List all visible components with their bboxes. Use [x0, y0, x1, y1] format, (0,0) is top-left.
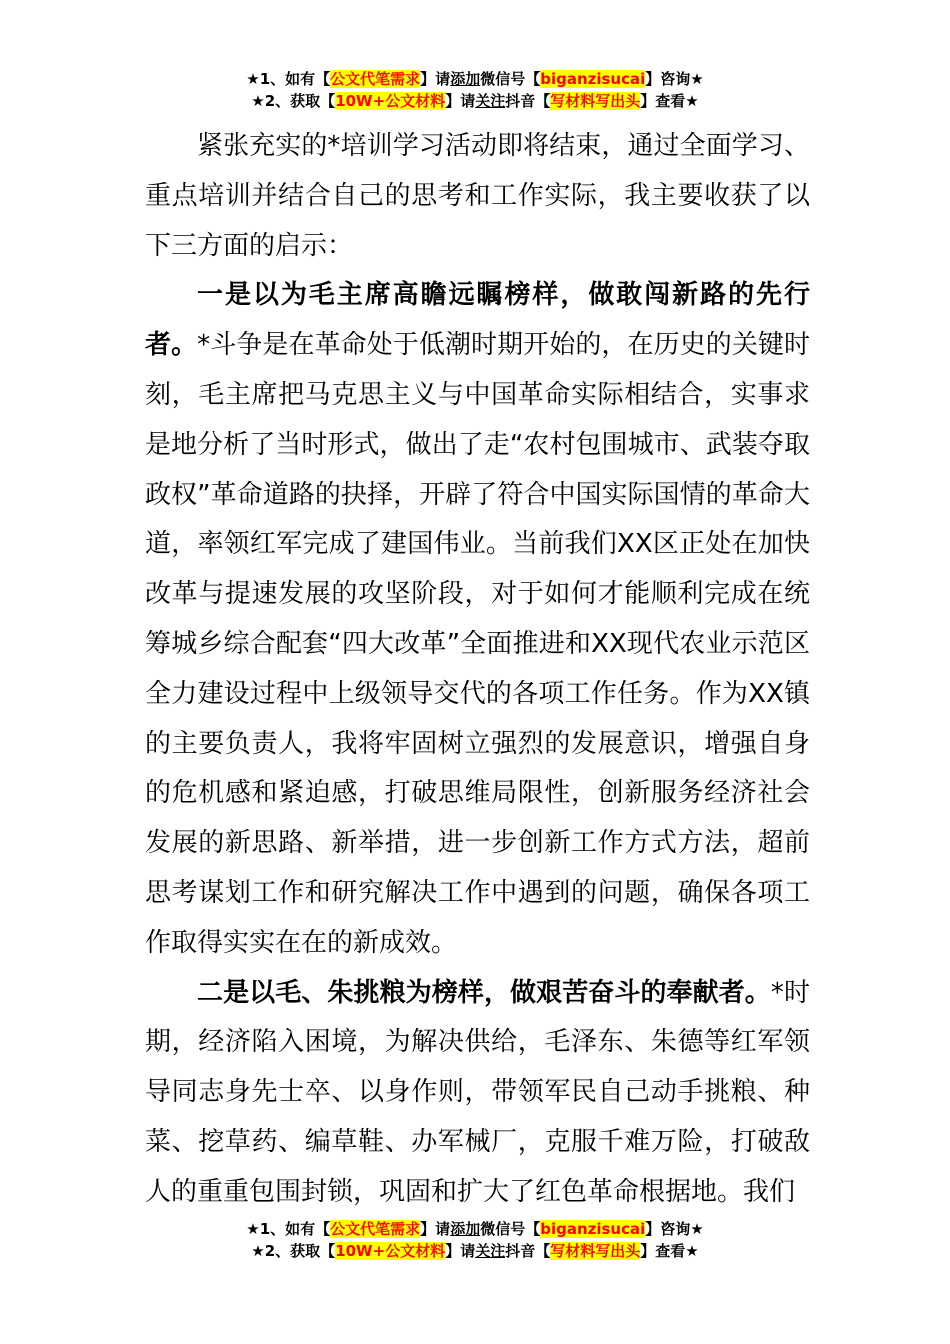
promo-highlight: 公文代笔需求 — [330, 70, 421, 88]
promo-underline: 添加 — [450, 70, 481, 88]
promo-text: 】请 — [445, 92, 476, 110]
section-2-heading: 二是以毛、朱挑粮为榜样，做艰苦奋斗的奉献者。 — [197, 977, 771, 1008]
section-1-heading: 一是以为毛主席高瞻远瞩榜样，做敢闯新路的先行者。 — [145, 280, 810, 361]
section-1-text: *斗争是在革命处于低潮时期开始的，在历史的关键时刻，毛主席把马克思主义与中国革命实际相结合，实事求是地分析了当时形式，做出了走“农村包围城市、武装夺取政权”革命道路的抉择，开辟了符合中国实际国情的革命大道，率领红军完成了建国伟业。当前我们XX区正处在加快改革与提速发展的攻坚阶段，对于如何才能顺利完成在统筹城乡综合配套“四大改革”全面推进和XX现代农业示范区全力建设过程中上级领导交代的各项工作任务。作为XX镇的主要负责人，我将牢固树立强烈的发展意识，增强自身的危机感和紧迫感，打破思维局限性，创新服务经济社会发展的新思路、新举措，进一步创新工作方式方法，超前思考谋划工作和研究解决工作中遇到的问题，确保各项工作取得实实在在的新成效。 — [145, 330, 810, 958]
document-body — [145, 122, 810, 1218]
promo-banner-top — [0, 68, 950, 112]
promo-text: 】查看★ — [640, 1242, 699, 1260]
promo-text: 微信号【 — [480, 1220, 541, 1238]
section-1-paragraph — [145, 271, 810, 968]
promo-line-2 — [0, 1240, 950, 1262]
promo-banner-bottom — [0, 1218, 950, 1262]
promo-underline: 添加 — [450, 1220, 481, 1238]
promo-text: ★1、如有【 — [246, 70, 331, 88]
promo-text: 微信号【 — [480, 70, 541, 88]
section-2-text: *时期，经济陷入困境，为解决供给，毛泽东、朱德等红军领导同志身先士卒、以身作则，带领军民自己动手挑粮、种菜、挖草药、编草鞋、办军械厂，克服千难万险，打破敌人的重重包围封锁，巩固和扩大了红色革命根据地。我们 — [145, 977, 810, 1207]
promo-text: ★2、获取【 — [251, 1242, 336, 1260]
promo-highlight: biganzisucai — [540, 1220, 646, 1238]
promo-line-1 — [0, 1218, 950, 1240]
promo-text: 】请 — [445, 1242, 476, 1260]
promo-text: 】咨询★ — [645, 70, 704, 88]
promo-line-2 — [0, 90, 950, 112]
promo-text: 】请 — [420, 1220, 451, 1238]
promo-underline: 关注 — [475, 92, 506, 110]
promo-highlight: 10W+公文材料 — [335, 1242, 446, 1260]
promo-text: ★1、如有【 — [246, 1220, 331, 1238]
promo-text: 】咨询★ — [645, 1220, 704, 1238]
intro-paragraph: 紧张充实的*培训学习活动即将结束，通过全面学习、重点培训并结合自己的思考和工作实际，我主要收获了以下三方面的启示： — [145, 131, 810, 261]
section-2-paragraph — [145, 969, 810, 1218]
promo-highlight: 写材料写出头 — [550, 1242, 641, 1260]
promo-text: 抖音【 — [505, 1242, 551, 1260]
promo-highlight: 写材料写出头 — [550, 92, 641, 110]
promo-line-1 — [0, 68, 950, 90]
promo-text: 】查看★ — [640, 92, 699, 110]
promo-underline: 关注 — [475, 1242, 506, 1260]
promo-text: 抖音【 — [505, 92, 551, 110]
promo-highlight: 10W+公文材料 — [335, 92, 446, 110]
promo-highlight: 公文代笔需求 — [330, 1220, 421, 1238]
promo-highlight: biganzisucai — [540, 70, 646, 88]
promo-text: 】请 — [420, 70, 451, 88]
promo-text: ★2、获取【 — [251, 92, 336, 110]
